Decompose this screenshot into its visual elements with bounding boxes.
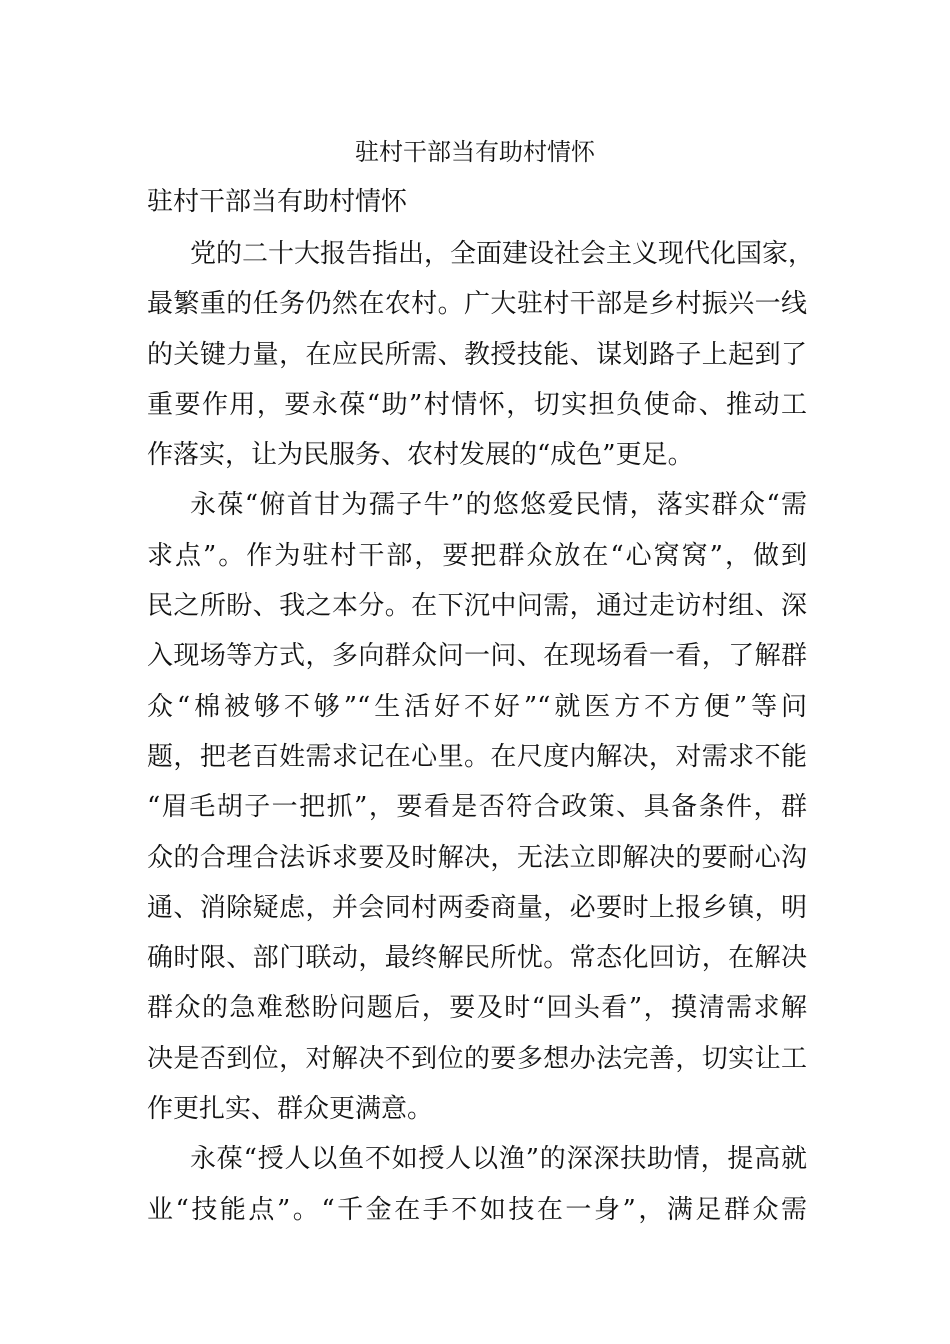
text-line: 众“棉被够不够”“生活好不好”“就医方不方便”等问: [147, 691, 807, 722]
paragraph: [147, 480, 807, 1134]
text-line: 求点”。作为驻村干部，要把群众放在“心窝窝”，做到: [147, 540, 807, 571]
text-line: 永葆“授人以鱼不如授人以渔”的深深扶助情，提高就: [190, 1144, 807, 1175]
text-line: 通、消除疑虑，并会同村两委商量，必要时上报乡镇，明: [147, 892, 807, 923]
text-line: 题，把老百姓需求记在心里。在尺度内解决，对需求不能: [147, 741, 807, 772]
text-line: 的关键力量，在应民所需、教授技能、谋划路子上起到了: [147, 339, 807, 370]
text-line: 群众的急难愁盼问题后，要及时“回头看”，摸清需求解: [147, 993, 807, 1024]
text-line: 最繁重的任务仍然在农村。广大驻村干部是乡村振兴一线: [147, 289, 807, 320]
text-line: 重要作用，要永葆“助”村情怀，切实担负使命、推动工: [147, 389, 807, 420]
paragraph: [147, 229, 815, 480]
document-title: 驻村干部当有助村情怀: [355, 138, 595, 166]
text-line: 众的合理合法诉求要及时解决，无法立即解决的要耐心沟: [147, 842, 807, 873]
text-line: 党的二十大报告指出，全面建设社会主义现代化国家，: [190, 239, 815, 269]
text-line: 确时限、部门联动，最终解民所忧。常态化回访，在解决: [147, 943, 807, 974]
text-line: 决是否到位，对解决不到位的要多想办法完善，切实让工: [147, 1043, 807, 1074]
document-body: [147, 229, 815, 1235]
text-line: 作落实，让为民服务、农村发展的“成色”更足。: [147, 440, 694, 471]
text-line: 业“技能点”。“千金在手不如技在一身”，满足群众需: [147, 1194, 807, 1225]
text-line: 民之所盼、我之本分。在下沉中问需，通过走访村组、深: [147, 591, 807, 622]
text-line: 入现场等方式，多向群众问一问、在现场看一看，了解群: [147, 641, 807, 672]
paragraph: [147, 1134, 807, 1235]
document-subtitle: 驻村干部当有助村情怀: [147, 187, 408, 217]
text-line: “眉毛胡子一把抓”，要看是否符合政策、具备条件，群: [147, 792, 807, 823]
text-line: 永葆“俯首甘为孺子牛”的悠悠爱民情，落实群众“需: [190, 490, 807, 521]
text-line: 作更扎实、群众更满意。: [147, 1094, 434, 1125]
